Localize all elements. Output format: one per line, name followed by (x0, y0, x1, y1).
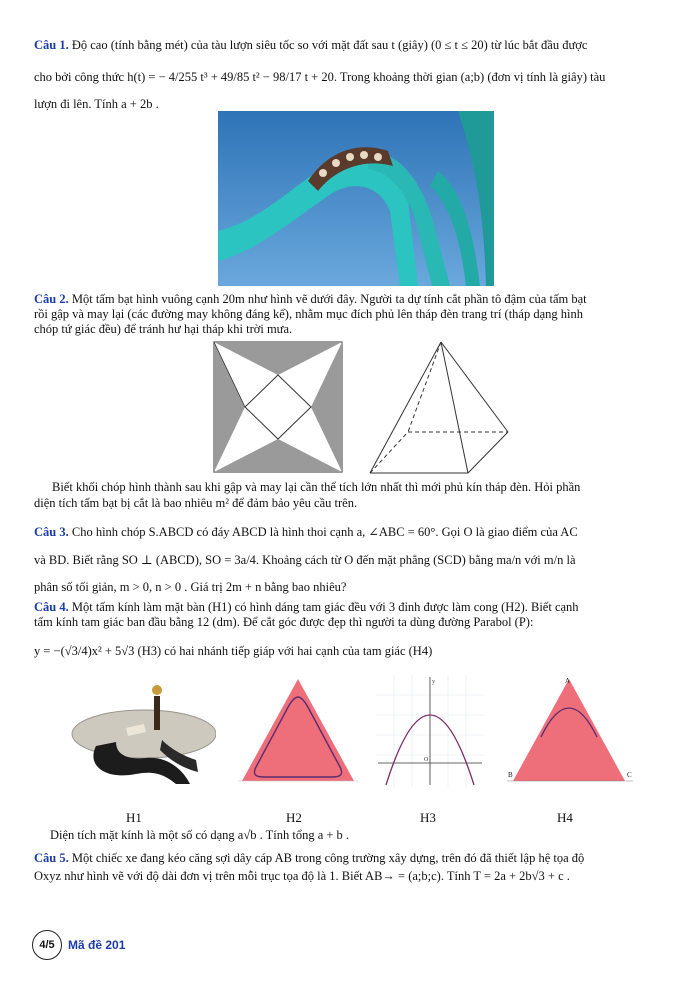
q3-line1 (34, 525, 662, 541)
h3-origin-label: O (424, 757, 429, 763)
q2-line1 (34, 292, 662, 308)
page-footer (32, 930, 125, 960)
q2-line5: diện tích tấm bạt bị cắt là bao nhiêu m² để đảm bảo yêu cầu trên. (34, 496, 358, 510)
q1-line1 (34, 38, 662, 54)
roller-coaster-photo (218, 111, 494, 286)
q1-line2: cho bởi công thức h(t) = − 4/255 t³ + 49/85 t² − 98/17 t + 20. Trong khoảng thời gian (a;b) (đơn vị tính là giây) tàu (34, 70, 606, 84)
tarp-square-figure (213, 341, 343, 473)
h4-label-c: C (627, 771, 632, 779)
q1-label: Câu 1. (34, 38, 69, 52)
q3-line3: phân số tối giản, m > 0, n > 0 . Giá trị 2m + n bằng bao nhiêu? (34, 580, 347, 594)
caption-h1: H1 (126, 810, 142, 825)
q5-line2: Oxyz như hình vẽ với độ dài đơn vị trên mỗi trục tọa độ là 1. Biết AB→ = (a;b;c). Tính T = 2a + 2b√3 + c . (34, 869, 570, 883)
q2-label: Câu 2. (34, 292, 69, 306)
h4-triangle-parabola-figure (507, 677, 633, 785)
q5-text-1: Một chiếc xe đang kéo căng sợi dây cáp AB trong công trường xây dựng, trên đó đã thiết lập hệ tọa độ (68, 851, 585, 865)
h3-parabola-graph (376, 675, 484, 787)
caption-h2: H2 (286, 810, 302, 825)
h1-glass-table-image (66, 676, 216, 788)
caption-h3: H3 (420, 810, 436, 825)
q2-line4: Biết khối chóp hình thành sau khi gập và may lại cần thể tích lớn nhất thì mới phủ kín tháp đèn. Hỏi phần (52, 480, 581, 494)
q4-line2: tấm kính tam giác ban đầu bằng 12 (dm). Để cắt góc được đẹp thì người ta dùng đường Parabol (P): (34, 615, 534, 629)
q4-line4: Diện tích mặt kính là một số có dạng a√b . Tính tổng a + b . (50, 828, 350, 842)
q3-label: Câu 3. (34, 525, 69, 539)
h4-label-b: B (508, 771, 513, 779)
q4-line3: y = −(√3/4)x² + 5√3 (H3) có hai nhánh tiếp giáp với hai cạnh của tam giác (H4) (34, 644, 433, 658)
page-number-badge: 4/5 (32, 930, 62, 960)
pyramid-figure (368, 340, 510, 474)
q2-text-1: Một tấm bạt hình vuông cạnh 20m như hình vẽ dưới đây. Người ta dự tính cắt phần tô đậm của tấm bạt (68, 292, 587, 306)
h2-rounded-triangle-figure (238, 677, 358, 785)
q3-line2: và BD. Biết rằng SO ⊥ (ABCD), SO = 3a/4. Khoảng cách từ O đến mặt phẳng (SCD) bằng ma/n với m/n là (34, 553, 576, 567)
q5-line1 (34, 851, 662, 867)
q1-line3: lượn đi lên. Tính a + 2b . (34, 97, 159, 111)
q3-text-1: Cho hình chóp S.ABCD có đáy ABCD là hình thoi cạnh a, ∠ABC = 60°. Gọi O là giao điểm của AC (68, 525, 578, 539)
exam-code: Mã đề 201 (68, 938, 126, 952)
h4-label-a: A (565, 677, 571, 685)
q2-line2: rồi gập và may lại (các đường may không đáng kể), nhằm mục đích phủ lên tháp đèn trang trí (tháp dạng hình (34, 307, 583, 321)
q4-line1 (34, 600, 662, 616)
q5-label: Câu 5. (34, 851, 69, 865)
q4-text-1: Một tấm kính làm mặt bàn (H1) có hình dáng tam giác đều với 3 đỉnh được làm cong (H2). Biết cạnh (68, 600, 579, 614)
caption-h4: H4 (557, 810, 573, 825)
q1-text-1: Độ cao (tính bằng mét) của tàu lượn siêu tốc so với mặt đất sau t (giây) (0 ≤ t ≤ 20) từ lúc bắt đầu được (68, 38, 588, 52)
q2-line3: chóp tứ giác đều) để tránh hư hại tháp khi trời mưa. (34, 322, 293, 336)
q4-label: Câu 4. (34, 600, 69, 614)
h3-y-label: y (432, 679, 435, 685)
